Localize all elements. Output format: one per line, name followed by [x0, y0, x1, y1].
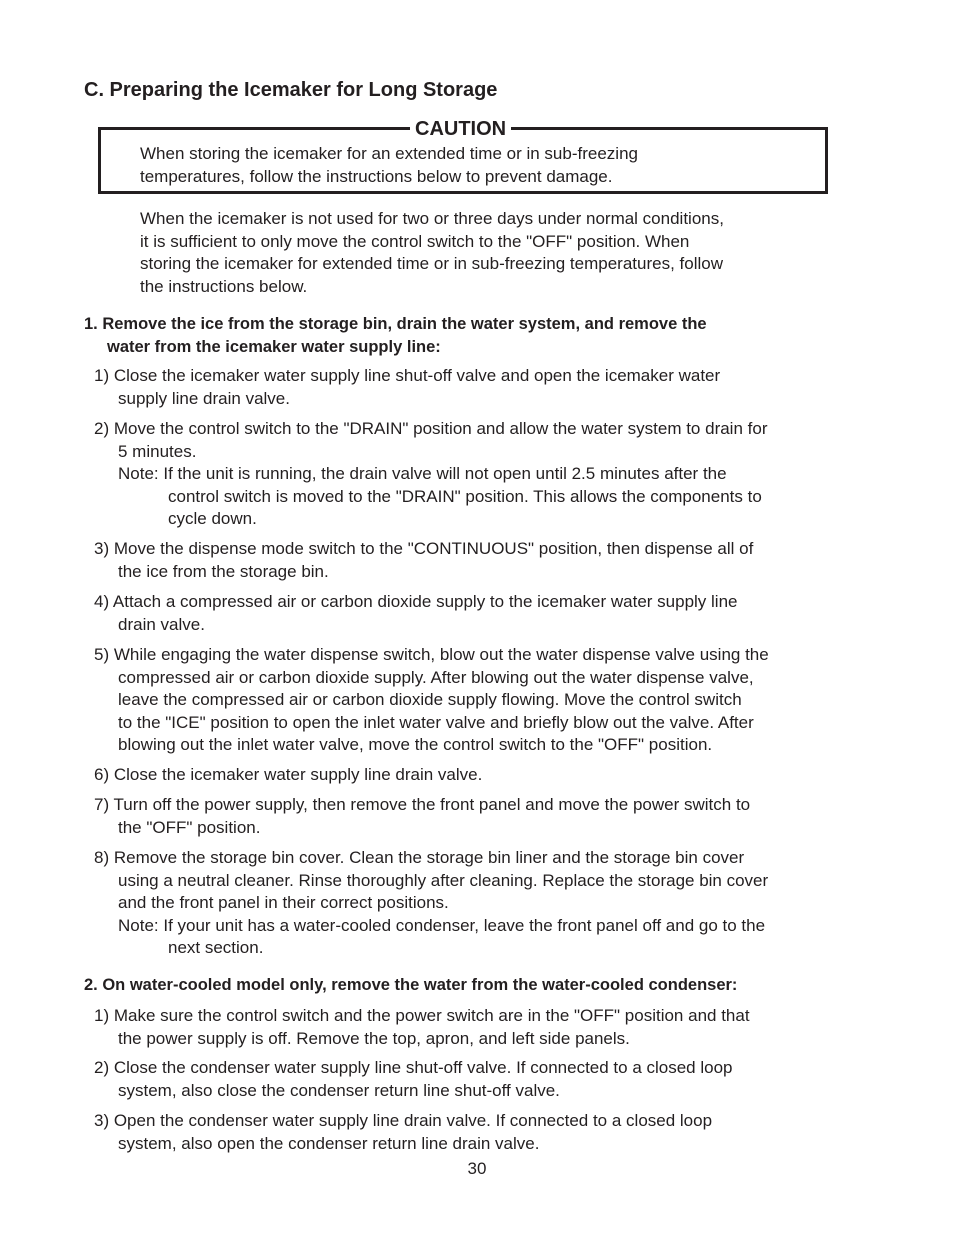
item-text: 3) Open the condenser water supply line drain valve. If connected to a closed loop [94, 1111, 713, 1130]
section-title: C. Preparing the Icemaker for Long Storage [84, 79, 498, 101]
intro-line: it is sufficient to only move the control switch to the "OFF" position. When [140, 231, 690, 251]
step-2-item-1 [94, 1005, 836, 1050]
step-1-heading [84, 313, 824, 359]
item-text: 1) Close the icemaker water supply line shut-off valve and open the icemaker water [94, 366, 721, 385]
step-2-heading: 2. On water-cooled model only, remove the water from the water-cooled condenser: [84, 976, 738, 994]
note-text: Note: If your unit has a water-cooled condenser, leave the front panel off and go to the [118, 915, 766, 935]
note-text: control switch is moved to the "DRAIN" position. This allows the components to [168, 486, 762, 506]
item-text: the "OFF" position. [118, 817, 261, 837]
note-text: cycle down. [168, 509, 257, 528]
step-1-item-7 [94, 794, 836, 839]
note-text: Note: If the unit is running, the drain valve will not open until 2.5 minutes after the [118, 464, 727, 483]
intro-line: the instructions below. [140, 276, 308, 296]
step-2-item-2 [94, 1057, 836, 1102]
item-text: 7) Turn off the power supply, then remove the front panel and move the power switch to [94, 795, 751, 814]
step-1-item-8 [94, 847, 836, 960]
caution-text [140, 142, 740, 188]
page-number: 30 [467, 1159, 487, 1178]
item-text: 8) Remove the storage bin cover. Clean the storage bin liner and the storage bin cover [94, 848, 745, 867]
item-text: leave the compressed air or carbon dioxide supply flowing. Move the control switch [118, 690, 742, 709]
caution-box [98, 118, 828, 194]
item-text: to the "ICE" position to open the inlet water valve and briefly blow out the valve. After [118, 712, 754, 732]
item-text: system, also open the condenser return line drain valve. [118, 1133, 540, 1153]
item-text: using a neutral cleaner. Rinse thoroughly after cleaning. Replace the storage bin cover [118, 870, 769, 890]
item-text: drain valve. [118, 614, 205, 634]
item-text: supply line drain valve. [118, 388, 290, 408]
step-2-item-3 [94, 1110, 836, 1155]
intro-paragraph [140, 208, 800, 298]
step-1-item-3 [94, 538, 836, 583]
item-text: 5 minutes. [118, 441, 197, 461]
caution-line: temperatures, follow the instructions below to prevent damage. [140, 167, 613, 186]
item-text: the power supply is off. Remove the top, apron, and left side panels. [118, 1028, 630, 1048]
item-text: 1) Make sure the control switch and the power switch are in the "OFF" position and that [94, 1006, 750, 1025]
item-text: compressed air or carbon dioxide supply. After blowing out the water dispense valve, [118, 667, 754, 687]
item-text: 5) While engaging the water dispense switch, blow out the water dispense valve using the [94, 645, 769, 664]
step-1-item-2 [94, 418, 836, 531]
item-text: 4) Attach a compressed air or carbon dioxide supply to the icemaker water supply line [94, 592, 738, 611]
step-1-item-6 [94, 764, 836, 787]
intro-line: storing the icemaker for extended time or in sub-freezing temperatures, follow [140, 254, 723, 273]
item-text: blowing out the inlet water valve, move the control switch to the "OFF" position. [118, 735, 713, 754]
caution-label: CAUTION [410, 118, 511, 140]
step-1-heading-line: water from the icemaker water supply line: [107, 338, 441, 356]
intro-line: When the icemaker is not used for two or three days under normal conditions, [140, 209, 724, 228]
item-text: 6) Close the icemaker water supply line drain valve. [94, 765, 483, 784]
item-text: 2) Close the condenser water supply line shut-off valve. If connected to a closed loop [94, 1058, 733, 1077]
caution-line: When storing the icemaker for an extended time or in sub-freezing [140, 144, 638, 163]
item-text: 3) Move the dispense mode switch to the "CONTINUOUS" position, then dispense all of [94, 539, 754, 558]
step-1-item-1 [94, 365, 836, 410]
step-1-item-5 [94, 644, 836, 757]
item-text: 2) Move the control switch to the "DRAIN" position and allow the water system to drain for [94, 419, 768, 438]
item-text: the ice from the storage bin. [118, 561, 329, 581]
item-text: and the front panel in their correct positions. [118, 893, 449, 912]
item-text: system, also close the condenser return line shut-off valve. [118, 1080, 560, 1100]
step-1-item-4 [94, 591, 836, 636]
note-text: next section. [168, 938, 264, 957]
step-1-heading-line: 1. Remove the ice from the storage bin, drain the water system, and remove the [84, 315, 707, 333]
